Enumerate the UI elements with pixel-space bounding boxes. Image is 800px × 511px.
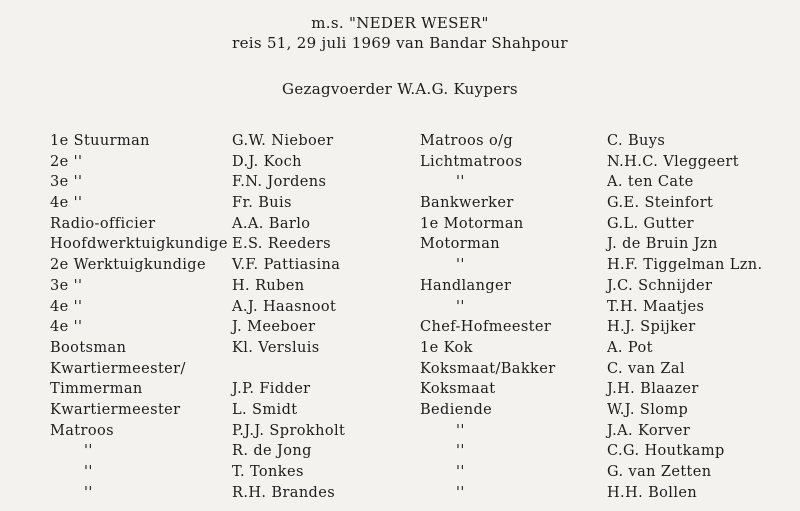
left-ranks-column	[50, 131, 228, 503]
crew-name: R. de Jong	[232, 443, 312, 460]
left-names-column	[232, 131, 345, 503]
crew-name: J. de Bruin Jzn	[607, 236, 718, 253]
crew-name: L. Smidt	[232, 401, 298, 418]
crew-name: A. Pot	[607, 339, 653, 356]
right-names-column	[607, 131, 763, 503]
rank: ''	[456, 174, 465, 191]
rank: 1e Motorman	[420, 215, 524, 232]
voyage-line: reis 51, 29 juli 1969 van Bandar Shahpour	[232, 34, 568, 52]
crew-name: E.S. Reeders	[232, 236, 331, 253]
rank: ''	[456, 443, 465, 460]
rank: 4e ''	[50, 195, 83, 212]
crew-name: J.A. Korver	[607, 422, 691, 439]
crew-name: A.J. Haasnoot	[232, 298, 337, 315]
rank: Radio-officier	[50, 215, 156, 232]
crew-name: Fr. Buis	[232, 195, 292, 212]
rank: Timmerman	[50, 381, 143, 398]
rank: 4e ''	[50, 298, 83, 315]
crew-name: H. Ruben	[232, 277, 305, 294]
crew-name: C. van Zal	[607, 360, 685, 377]
rank: Koksmaat	[420, 381, 496, 398]
crew-name: H.J. Spijker	[607, 319, 696, 336]
crew-name: N.H.C. Vleggeert	[607, 153, 739, 170]
crew-name: A. ten Cate	[607, 174, 694, 191]
rank: ''	[456, 464, 465, 480]
crew-name: P.J.J. Sprokholt	[232, 422, 346, 439]
rank: 2e ''	[50, 153, 83, 170]
rank: 4e ''	[50, 319, 83, 336]
rank: ''	[456, 484, 465, 501]
rank: 1e Kok	[420, 339, 473, 356]
rank: 1e Stuurman	[50, 133, 150, 149]
rank: ''	[456, 257, 465, 274]
rank: Bediende	[420, 401, 493, 418]
rank: 3e ''	[50, 277, 83, 294]
rank: Koksmaat/Bakker	[420, 360, 556, 377]
rank: Motorman	[420, 236, 500, 253]
crew-name: Kl. Versluis	[232, 339, 320, 356]
crew-name: W.J. Slomp	[607, 401, 689, 418]
crew-name: H.H. Bollen	[607, 484, 698, 501]
rank: 3e ''	[50, 174, 83, 191]
rank: Handlanger	[420, 277, 512, 294]
crew-name	[232, 359, 345, 380]
rank: ''	[456, 298, 465, 315]
rank: Kwartiermeester/	[50, 360, 186, 377]
crew-name: J.P. Fidder	[232, 381, 311, 398]
captain-line: Gezagvoerder W.A.G. Kuypers	[282, 80, 518, 98]
right-ranks-column	[420, 131, 556, 503]
rank: 2e Werktuigkundige	[50, 257, 206, 274]
crew-name: V.F. Pattiasina	[232, 257, 341, 274]
rank: ''	[456, 422, 465, 439]
rank: ''	[84, 484, 93, 501]
crew-name: A.A. Barlo	[232, 215, 311, 232]
crew-name: T.H. Maatjes	[607, 298, 705, 315]
rank: Chef-Hofmeester	[420, 319, 552, 336]
rank: Matroos	[50, 422, 114, 439]
crew-name: G.E. Steinfort	[607, 195, 714, 212]
rank: Matroos o/g	[420, 133, 514, 149]
rank: ''	[84, 464, 93, 480]
crew-name: T. Tonkes	[232, 464, 304, 480]
rank: Hoofdwerktuigkundige	[50, 236, 228, 253]
crew-name: G.W. Nieboer	[232, 133, 334, 149]
crew-name: C.G. Houtkamp	[607, 443, 725, 460]
crew-name: C. Buys	[607, 133, 666, 149]
rank: ''	[84, 443, 93, 460]
crew-name: F.N. Jordens	[232, 174, 327, 191]
crew-name: G. van Zetten	[607, 464, 712, 480]
rank: Kwartiermeester	[50, 401, 181, 418]
crew-name: H.F. Tiggelman Lzn.	[607, 257, 763, 274]
crew-name: J. Meeboer	[232, 319, 316, 336]
rank: Lichtmatroos	[420, 153, 523, 170]
crew-name: G.L. Gutter	[607, 215, 695, 232]
crew-name: R.H. Brandes	[232, 484, 336, 501]
rank: Bootsman	[50, 339, 127, 356]
crew-name: D.J. Koch	[232, 153, 302, 170]
ship-name: m.s. "NEDER WESER"	[311, 14, 489, 32]
crew-name: J.C. Schnijder	[607, 277, 713, 294]
rank: Bankwerker	[420, 195, 514, 212]
crew-name: J.H. Blaazer	[607, 381, 699, 398]
